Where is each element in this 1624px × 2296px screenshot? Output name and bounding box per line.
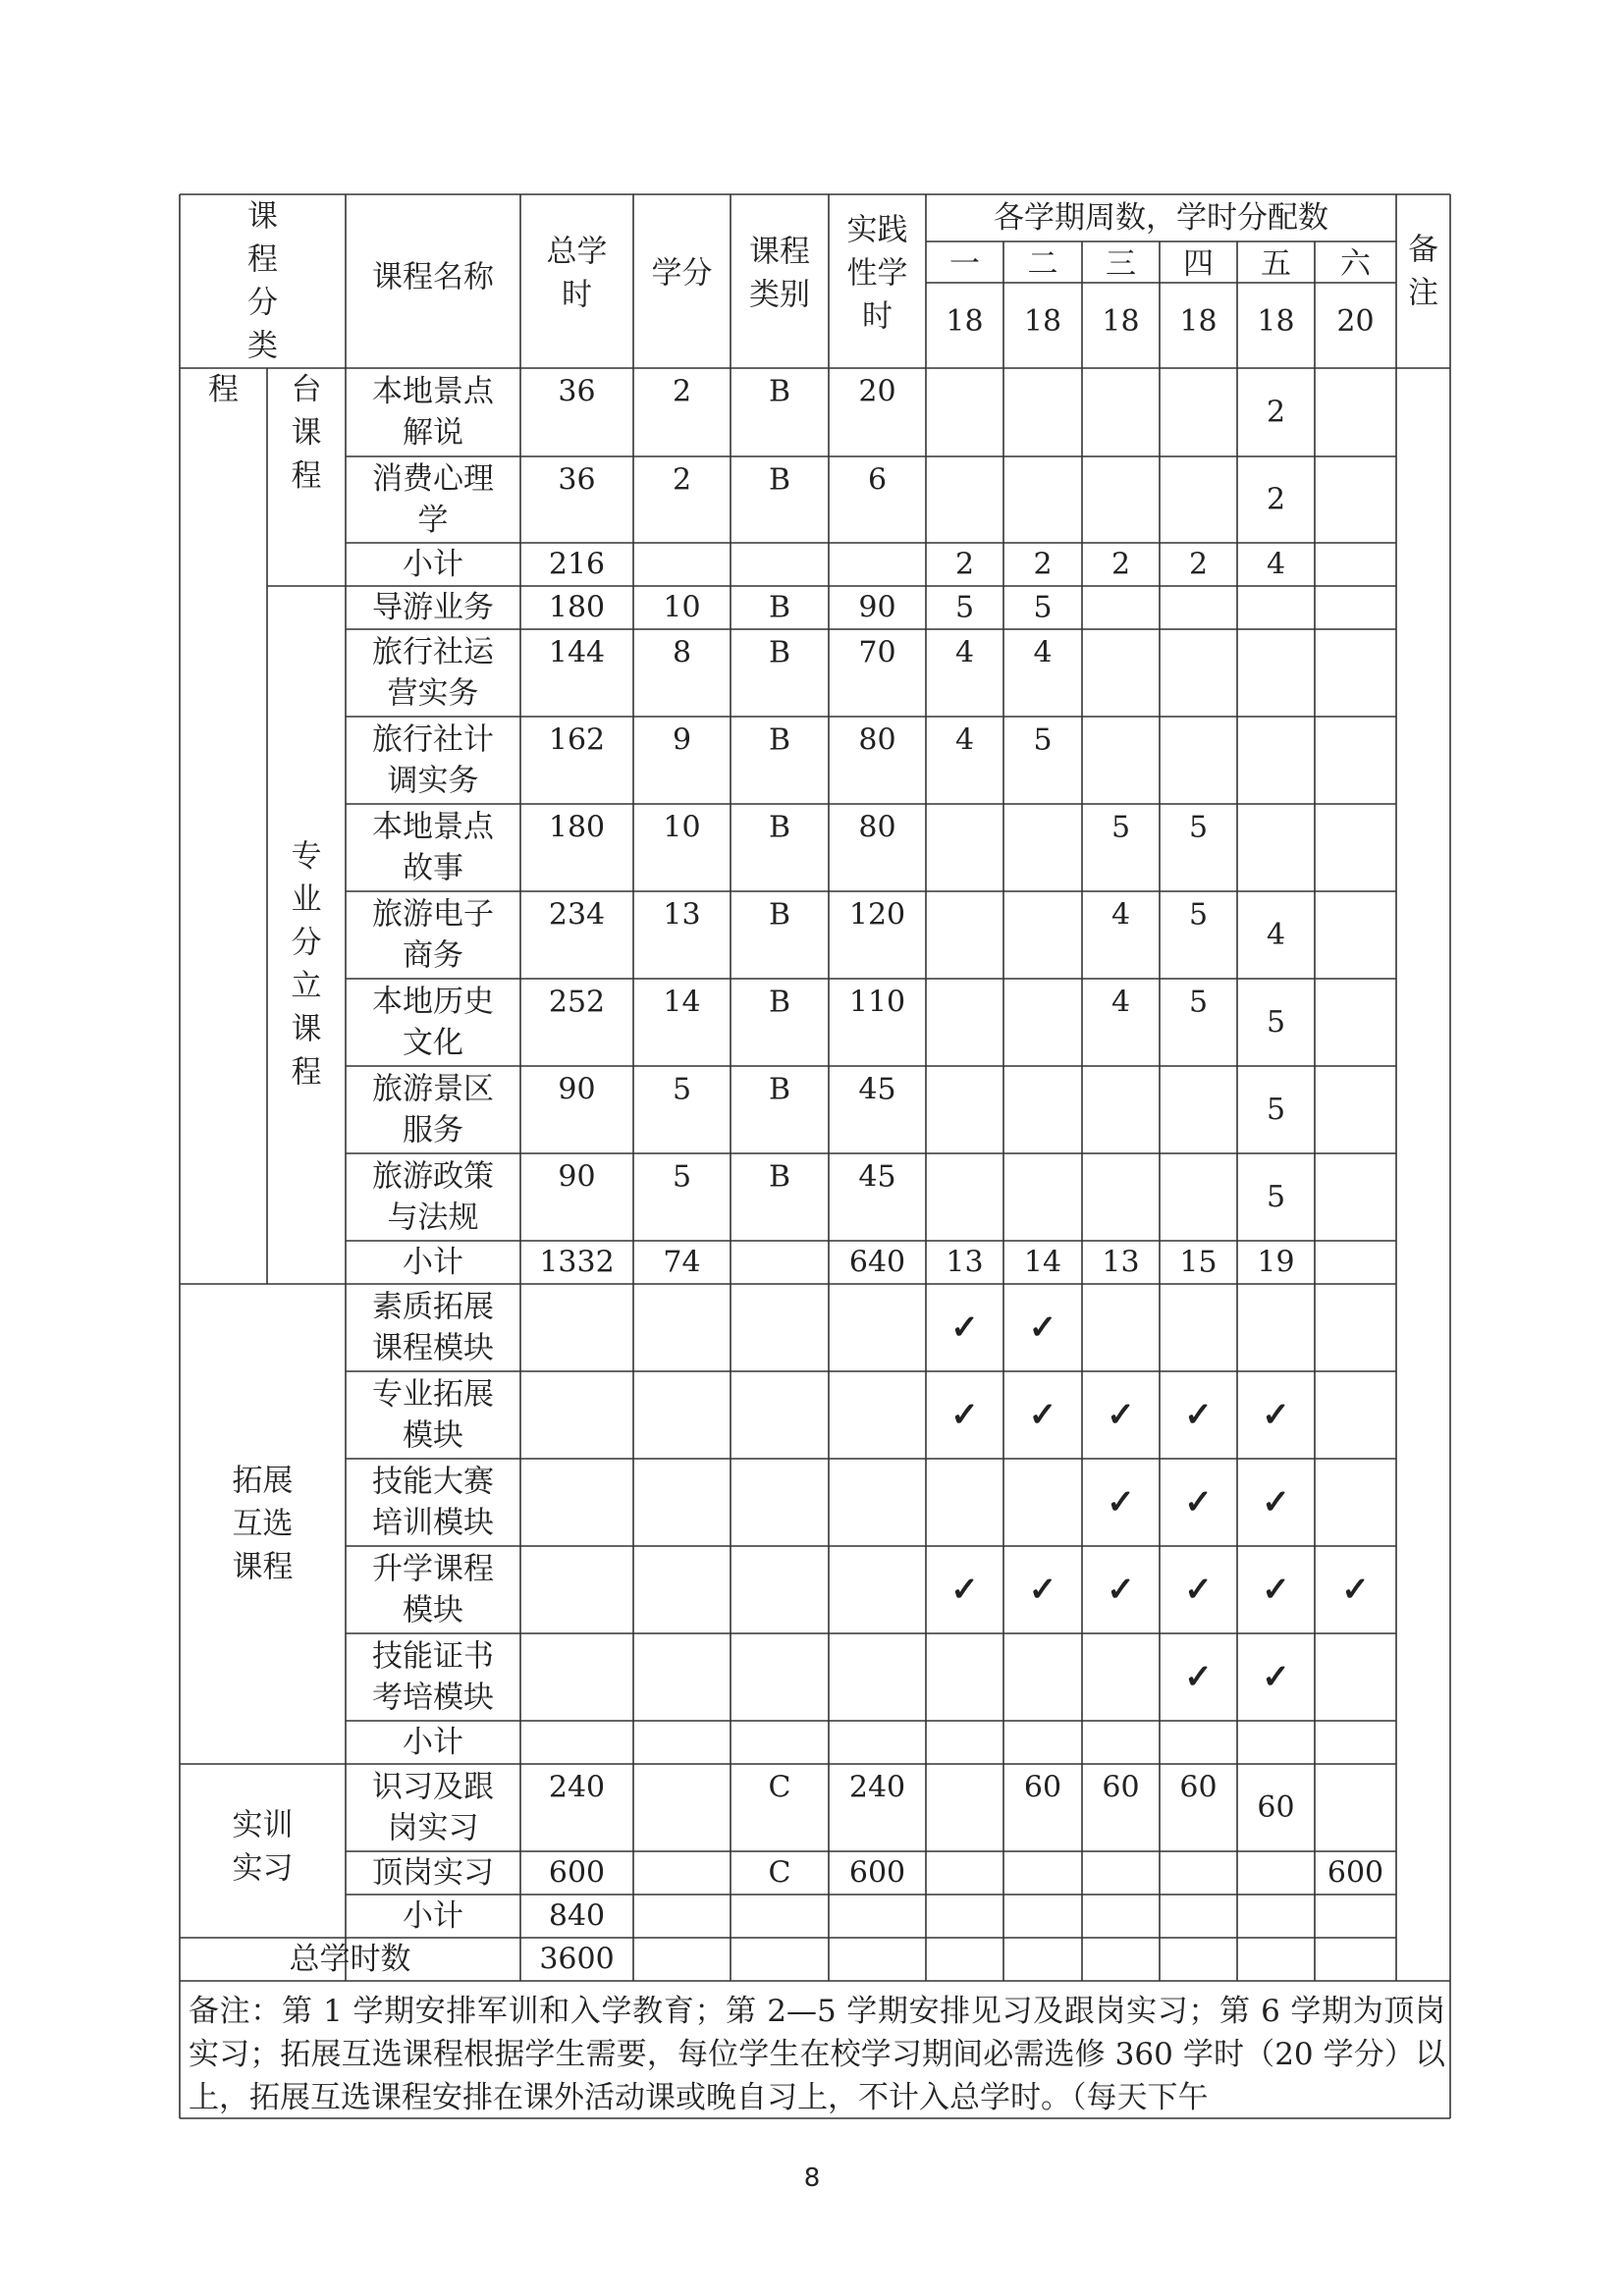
semester-hours-1: 4 bbox=[954, 722, 975, 758]
credits: 2 bbox=[672, 462, 692, 498]
check-mark: ✓ bbox=[950, 1308, 979, 1348]
header-weeks-3: 18 bbox=[1102, 304, 1140, 339]
course-name: 模块 bbox=[403, 1592, 463, 1629]
group-label-specialized-courses: 分 bbox=[291, 925, 322, 961]
table-grid bbox=[180, 194, 1450, 2118]
total-hours: 90 bbox=[558, 1159, 596, 1195]
group-label-base-courses: 台 bbox=[291, 372, 322, 407]
course-name: 考培模块 bbox=[372, 1680, 494, 1716]
group-label-elective-courses: 互选 bbox=[232, 1506, 294, 1542]
course-name: 技能证书 bbox=[372, 1638, 494, 1675]
check-mark: ✓ bbox=[1262, 1482, 1290, 1522]
header-category: 程 bbox=[247, 241, 278, 278]
course-name: 营实务 bbox=[387, 675, 479, 712]
check-mark: ✓ bbox=[950, 1570, 979, 1610]
group-label-internship: 实训 bbox=[232, 1807, 294, 1843]
check-mark: ✓ bbox=[1028, 1570, 1057, 1610]
course-name: 岗实习 bbox=[387, 1810, 479, 1846]
course-name: 商务 bbox=[403, 937, 463, 974]
semester-hours-2: 5 bbox=[1033, 590, 1053, 625]
credits: 5 bbox=[672, 1159, 692, 1195]
total-hours: 600 bbox=[548, 1855, 606, 1891]
course-name: 学 bbox=[417, 503, 449, 538]
header-weeks-4: 18 bbox=[1179, 304, 1218, 339]
total-row-label: 总学时数 bbox=[289, 1942, 411, 1977]
header-course-type: 类别 bbox=[749, 277, 810, 313]
semester-hours-2: 60 bbox=[1023, 1770, 1062, 1805]
semester-hours-5: 2 bbox=[1266, 482, 1286, 517]
total-hours: 90 bbox=[558, 1072, 596, 1107]
course-type: B bbox=[768, 897, 791, 933]
check-mark: ✓ bbox=[1184, 1395, 1213, 1435]
semester-hours-3: 60 bbox=[1102, 1770, 1140, 1805]
course-name: 旅游政策 bbox=[372, 1158, 494, 1195]
course-type: B bbox=[768, 1159, 791, 1195]
check-mark: ✓ bbox=[1028, 1308, 1057, 1348]
header-weeks-2: 18 bbox=[1023, 304, 1062, 339]
total-row-hours: 3600 bbox=[539, 1942, 615, 1977]
practice-hours: 240 bbox=[848, 1770, 906, 1805]
semester-hours-5: 2 bbox=[1266, 395, 1286, 430]
semester-hours-5: 60 bbox=[1257, 1790, 1295, 1825]
group-label-specialized-courses: 专 bbox=[291, 838, 322, 875]
course-name: 升学课程 bbox=[372, 1551, 494, 1587]
course-type: C bbox=[768, 1855, 791, 1891]
semester-hours-1: 4 bbox=[954, 635, 975, 670]
check-mark: ✓ bbox=[1184, 1570, 1213, 1610]
header-semester-4: 四 bbox=[1183, 246, 1214, 282]
course-name: 小计 bbox=[403, 547, 463, 582]
check-mark: ✓ bbox=[1262, 1657, 1290, 1697]
course-name: 本地景点 bbox=[372, 809, 494, 845]
credits: 10 bbox=[663, 590, 701, 625]
semester-hours-2: 14 bbox=[1023, 1245, 1062, 1280]
total-hours: 234 bbox=[548, 897, 606, 933]
semester-hours-3: 2 bbox=[1110, 547, 1131, 582]
credits: 8 bbox=[672, 635, 692, 670]
course-name: 与法规 bbox=[387, 1200, 479, 1236]
header-weeks-5: 18 bbox=[1257, 304, 1295, 339]
course-name: 小计 bbox=[403, 1245, 463, 1280]
semester-hours-1: 5 bbox=[954, 590, 975, 625]
semester-hours-6: 600 bbox=[1326, 1855, 1384, 1891]
group-label-elective-courses: 课程 bbox=[232, 1549, 294, 1585]
semester-hours-3: 4 bbox=[1110, 985, 1131, 1020]
semester-hours-5: 19 bbox=[1257, 1245, 1295, 1280]
semester-hours-5: 4 bbox=[1266, 547, 1286, 582]
course-type: B bbox=[768, 810, 791, 845]
course-name: 识习及跟 bbox=[372, 1769, 494, 1805]
group-label-specialized-courses: 程 bbox=[291, 1054, 322, 1091]
course-type: B bbox=[768, 635, 791, 670]
group-label-specialized-courses: 立 bbox=[291, 968, 322, 1004]
header-semester-6: 六 bbox=[1340, 246, 1371, 282]
total-hours: 216 bbox=[548, 547, 606, 582]
group-label-specialized-courses: 课 bbox=[291, 1011, 322, 1047]
course-name: 本地景点 bbox=[372, 374, 494, 409]
course-name: 旅行社计 bbox=[372, 721, 494, 758]
table-cells bbox=[208, 199, 1438, 1978]
check-mark: ✓ bbox=[1107, 1395, 1135, 1435]
course-name: 技能大赛 bbox=[372, 1464, 494, 1500]
header-remarks: 注 bbox=[1408, 275, 1438, 311]
semester-hours-5: 5 bbox=[1266, 1093, 1286, 1127]
total-hours: 180 bbox=[548, 810, 606, 845]
header-category: 课 bbox=[247, 198, 278, 235]
practice-hours: 90 bbox=[858, 590, 896, 625]
course-name: 课程模块 bbox=[372, 1330, 494, 1366]
total-hours: 240 bbox=[548, 1770, 606, 1805]
semester-hours-3: 5 bbox=[1110, 810, 1131, 845]
semester-hours-1: 2 bbox=[954, 547, 975, 582]
total-hours: 144 bbox=[548, 635, 606, 670]
footnote-remarks: 备注：第 1 学期安排军训和入学教育；第 2—5 学期安排见习及跟岗实习；第 6 学期为顶岗实习；拓展互选课程根据学生需要，每位学生在校学习期间必需选修 360 学时（20 学分）以上，拓展互选课程安排在课外活动课或晚自习上，不计入总学时。（每天下午 bbox=[189, 1994, 1445, 2115]
practice-hours: 120 bbox=[848, 897, 906, 933]
page-number: 8 bbox=[803, 2163, 821, 2193]
course-name: 小计 bbox=[403, 1725, 463, 1760]
course-name: 小计 bbox=[403, 1898, 463, 1934]
header-semester-2: 二 bbox=[1027, 246, 1058, 282]
group-label-base-courses: 程 bbox=[291, 458, 322, 494]
course-type: C bbox=[768, 1770, 791, 1805]
check-mark: ✓ bbox=[1184, 1657, 1213, 1697]
course-name: 导游业务 bbox=[372, 590, 494, 625]
practice-hours: 110 bbox=[848, 985, 906, 1020]
total-hours: 180 bbox=[548, 590, 606, 625]
practice-hours: 640 bbox=[848, 1245, 906, 1280]
header-category: 分 bbox=[247, 285, 278, 321]
credits: 10 bbox=[663, 810, 701, 845]
header-course-type: 课程 bbox=[749, 234, 810, 270]
check-mark: ✓ bbox=[1262, 1395, 1290, 1435]
total-hours: 840 bbox=[548, 1898, 606, 1934]
credits: 74 bbox=[663, 1245, 701, 1280]
course-name: 故事 bbox=[403, 850, 463, 886]
header-semester-1: 一 bbox=[949, 246, 980, 282]
group-label-base-courses: 课 bbox=[291, 415, 322, 451]
semester-hours-4: 5 bbox=[1188, 985, 1209, 1020]
header-semester-group: 各学期周数，学时分配数 bbox=[994, 200, 1328, 236]
course-name: 调实务 bbox=[387, 763, 479, 799]
practice-hours: 20 bbox=[858, 374, 896, 409]
semester-hours-5: 4 bbox=[1266, 918, 1286, 952]
semester-hours-3: 4 bbox=[1110, 897, 1131, 933]
total-hours: 252 bbox=[548, 985, 606, 1020]
semester-hours-5: 5 bbox=[1266, 1005, 1286, 1040]
semester-hours-3: 13 bbox=[1102, 1245, 1140, 1280]
semester-hours-1: 13 bbox=[946, 1245, 984, 1280]
header-course-name: 课程名称 bbox=[372, 259, 494, 295]
practice-hours: 45 bbox=[858, 1072, 896, 1107]
practice-hours: 80 bbox=[858, 810, 896, 845]
course-name: 专业拓展 bbox=[372, 1376, 494, 1413]
semester-hours-2: 2 bbox=[1033, 547, 1053, 582]
header-practice-hours: 时 bbox=[862, 298, 893, 335]
semester-hours-2: 4 bbox=[1033, 635, 1053, 670]
course-type: B bbox=[768, 462, 791, 498]
header-weeks-6: 20 bbox=[1336, 304, 1375, 339]
practice-hours: 6 bbox=[867, 462, 888, 498]
check-mark: ✓ bbox=[1341, 1570, 1370, 1610]
header-credits: 学分 bbox=[651, 255, 713, 292]
semester-hours-2: 5 bbox=[1033, 722, 1053, 758]
total-hours: 36 bbox=[558, 374, 596, 409]
check-mark: ✓ bbox=[1262, 1570, 1290, 1610]
course-type: B bbox=[768, 985, 791, 1020]
course-name: 模块 bbox=[403, 1417, 463, 1454]
semester-hours-4: 5 bbox=[1188, 810, 1209, 845]
course-name: 服务 bbox=[403, 1112, 463, 1148]
course-type: B bbox=[768, 1072, 791, 1107]
check-mark: ✓ bbox=[1184, 1482, 1213, 1522]
check-mark: ✓ bbox=[1107, 1570, 1135, 1610]
group-label-outer: 程 bbox=[208, 372, 239, 407]
header-total-hours: 总学 bbox=[546, 234, 608, 270]
header-weeks-1: 18 bbox=[946, 304, 984, 339]
semester-hours-4: 15 bbox=[1179, 1245, 1218, 1280]
header-total-hours: 时 bbox=[562, 277, 592, 313]
header-semester-5: 五 bbox=[1261, 246, 1291, 282]
check-mark: ✓ bbox=[950, 1395, 979, 1435]
practice-hours: 600 bbox=[848, 1855, 906, 1891]
course-name: 旅行社运 bbox=[372, 634, 494, 670]
semester-hours-4: 5 bbox=[1188, 897, 1209, 933]
course-name: 消费心理 bbox=[372, 461, 494, 497]
credits: 5 bbox=[672, 1072, 692, 1107]
course-type: B bbox=[768, 722, 791, 758]
course-type: B bbox=[768, 374, 791, 409]
semester-hours-4: 2 bbox=[1188, 547, 1209, 582]
credits: 14 bbox=[663, 985, 701, 1020]
semester-hours-5: 5 bbox=[1266, 1180, 1286, 1214]
credits: 2 bbox=[672, 374, 692, 409]
total-hours: 162 bbox=[548, 722, 606, 758]
course-name: 解说 bbox=[403, 415, 463, 451]
course-name: 旅游电子 bbox=[372, 896, 494, 933]
credits: 13 bbox=[663, 897, 701, 933]
group-label-internship: 实习 bbox=[232, 1850, 294, 1887]
practice-hours: 80 bbox=[858, 722, 896, 758]
credits: 9 bbox=[672, 722, 692, 758]
course-name: 顶岗实习 bbox=[372, 1855, 494, 1891]
header-practice-hours: 性学 bbox=[846, 255, 908, 292]
group-label-specialized-courses: 业 bbox=[291, 881, 322, 918]
course-name: 文化 bbox=[403, 1025, 463, 1061]
check-mark: ✓ bbox=[1028, 1395, 1057, 1435]
header-category: 类 bbox=[247, 328, 278, 364]
course-name: 培训模块 bbox=[372, 1505, 494, 1541]
header-remarks: 备 bbox=[1408, 232, 1438, 268]
header-semester-3: 三 bbox=[1106, 246, 1136, 282]
total-hours: 1332 bbox=[539, 1245, 615, 1280]
course-name: 素质拓展 bbox=[372, 1289, 494, 1325]
course-name: 本地历史 bbox=[372, 984, 494, 1020]
course-name: 旅游景区 bbox=[372, 1071, 494, 1107]
practice-hours: 70 bbox=[858, 635, 896, 670]
total-hours: 36 bbox=[558, 462, 596, 498]
check-mark: ✓ bbox=[1107, 1482, 1135, 1522]
practice-hours: 45 bbox=[858, 1159, 896, 1195]
course-type: B bbox=[768, 590, 791, 625]
group-label-elective-courses: 拓展 bbox=[232, 1463, 294, 1499]
header-practice-hours: 实践 bbox=[846, 212, 908, 248]
semester-hours-4: 60 bbox=[1179, 1770, 1218, 1805]
